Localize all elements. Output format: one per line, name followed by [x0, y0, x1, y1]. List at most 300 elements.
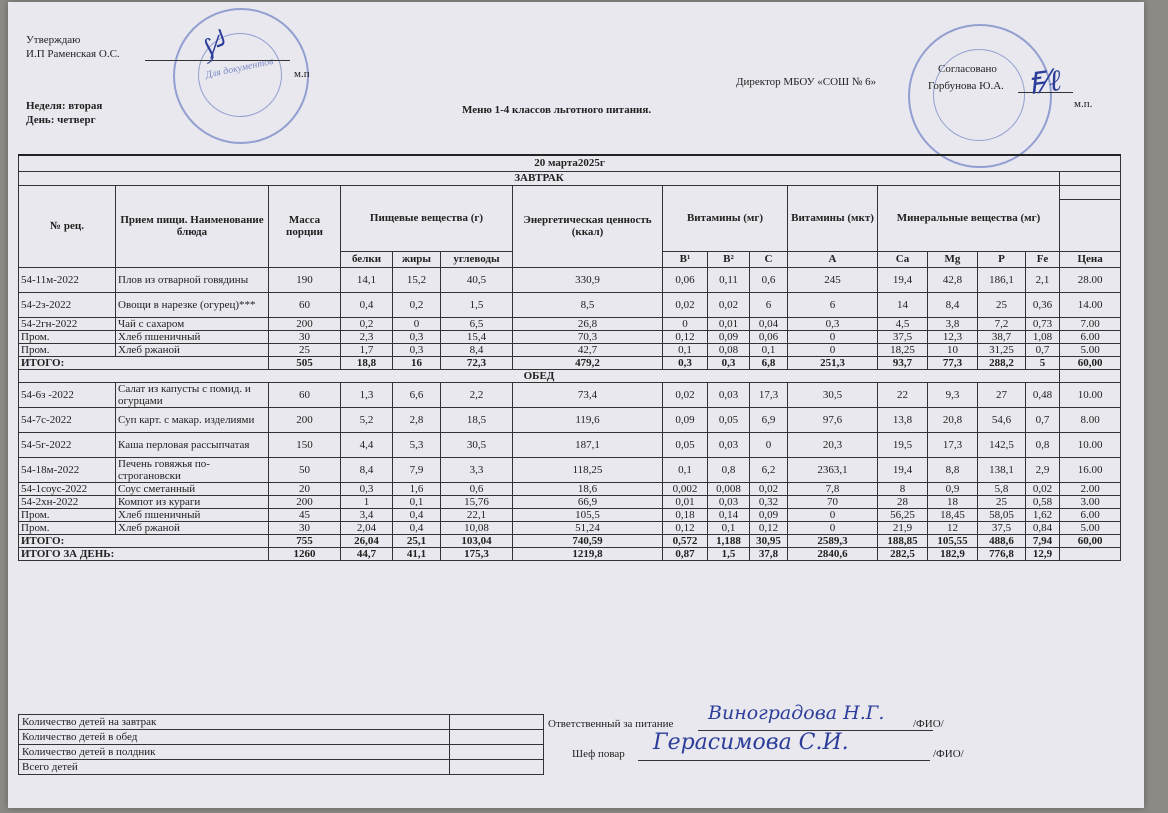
cell-ca: 13,8 [878, 407, 928, 432]
col-meal: Прием пищи. Наименование блюда [116, 185, 269, 267]
recipe-number: 54-6з -2022 [19, 382, 116, 407]
approver-name: И.П Раменская О.С. [26, 48, 120, 60]
cell-mass: 150 [269, 432, 341, 457]
cell-b2: 0,8 [708, 457, 750, 482]
col-fats: жиры [393, 251, 441, 267]
breakfast-label-pad [1060, 171, 1121, 185]
breakfast-total-row-label: ИТОГО: [19, 356, 269, 369]
fio-label-1: /ФИО/ [913, 718, 944, 730]
table-row [19, 382, 1121, 407]
breakfast-total-row-mass: 505 [269, 356, 341, 369]
breakfast-total-row-ca: 93,7 [878, 356, 928, 369]
cell-mass: 30 [269, 521, 341, 534]
cell-ca: 19,4 [878, 457, 928, 482]
recipe-number: 54-7с-2022 [19, 407, 116, 432]
day-total-row-b1: 0,87 [663, 547, 708, 560]
cell-b1: 0,05 [663, 432, 708, 457]
cell-b1: 0,01 [663, 495, 708, 508]
cell-price: 3.00 [1060, 495, 1121, 508]
cell-b1: 0,12 [663, 521, 708, 534]
breakfast-section-row [19, 171, 1121, 185]
count-row [19, 760, 544, 775]
cell-prot: 1,3 [341, 382, 393, 407]
cell-b2: 0,05 [708, 407, 750, 432]
lunch-section-row [19, 369, 1121, 382]
cell-c: 0,06 [750, 330, 788, 343]
day-total-row-a: 2840,6 [788, 547, 878, 560]
cell-mass: 60 [269, 292, 341, 317]
cell-fe: 0,48 [1026, 382, 1060, 407]
lunch-total-row [19, 534, 1121, 547]
cell-carb: 8,4 [441, 343, 513, 356]
cell-c: 0,02 [750, 482, 788, 495]
dish-name: Салат из капусты с помид. и огурцами [116, 382, 269, 407]
cell-fe: 0,8 [1026, 432, 1060, 457]
day-total-row-label: ИТОГО ЗА ДЕНЬ: [19, 547, 269, 560]
cell-p: 31,25 [978, 343, 1026, 356]
cell-prot: 1 [341, 495, 393, 508]
cell-b2: 0,1 [708, 521, 750, 534]
cell-ca: 19,5 [878, 432, 928, 457]
cell-ca: 18,25 [878, 343, 928, 356]
cell-price: 28.00 [1060, 267, 1121, 292]
cell-b1: 0,18 [663, 508, 708, 521]
cell-prot: 3,4 [341, 508, 393, 521]
cell-carb: 2,2 [441, 382, 513, 407]
cell-b2: 0,03 [708, 432, 750, 457]
col-ca: Ca [878, 251, 928, 267]
cell-energy: 70,3 [513, 330, 663, 343]
day-total-row-b2: 1,5 [708, 547, 750, 560]
cell-energy: 330,9 [513, 267, 663, 292]
cell-mg: 10 [928, 343, 978, 356]
cell-mg: 12,3 [928, 330, 978, 343]
cell-mass: 25 [269, 343, 341, 356]
cell-p: 138,1 [978, 457, 1026, 482]
cell-p: 7,2 [978, 317, 1026, 330]
cell-fe: 1,62 [1026, 508, 1060, 521]
cell-c: 17,3 [750, 382, 788, 407]
col-vit-mkg: Витамины (мкт) [788, 185, 878, 251]
cell-ca: 14 [878, 292, 928, 317]
cell-p: 142,5 [978, 432, 1026, 457]
cell-fat: 15,2 [393, 267, 441, 292]
recipe-number: Пром. [19, 330, 116, 343]
cell-prot: 2,3 [341, 330, 393, 343]
cell-b1: 0,1 [663, 457, 708, 482]
lunch-total-row-mg: 105,55 [928, 534, 978, 547]
cell-p: 25 [978, 495, 1026, 508]
table-header-row-1 [19, 185, 1121, 199]
table-row [19, 521, 1121, 534]
dish-name: Хлеб пшеничный [116, 330, 269, 343]
cell-price: 14.00 [1060, 292, 1121, 317]
cell-c: 0 [750, 432, 788, 457]
breakfast-total-row-c: 6,8 [750, 356, 788, 369]
cell-carb: 30,5 [441, 432, 513, 457]
count-row [19, 745, 544, 760]
cell-carb: 15,76 [441, 495, 513, 508]
cell-c: 0,6 [750, 267, 788, 292]
day-total-row-mass: 1260 [269, 547, 341, 560]
recipe-number: 54-5г-2022 [19, 432, 116, 457]
cell-energy: 105,5 [513, 508, 663, 521]
lunch-total-row-c: 30,95 [750, 534, 788, 547]
col-fe: Fe [1026, 251, 1060, 267]
chef-label: Шеф повар [572, 748, 625, 760]
count-label: Количество детей в полдник [19, 745, 450, 760]
cell-mg: 8,8 [928, 457, 978, 482]
dish-name: Суп карт. с макар. изделиями [116, 407, 269, 432]
day-total-row-price [1060, 547, 1121, 560]
cell-ca: 37,5 [878, 330, 928, 343]
cell-carb: 1,5 [441, 292, 513, 317]
cell-mg: 20,8 [928, 407, 978, 432]
cell-ca: 28 [878, 495, 928, 508]
cell-ca: 56,25 [878, 508, 928, 521]
dish-name: Каша перловая рассыпчатая [116, 432, 269, 457]
cell-energy: 187,1 [513, 432, 663, 457]
cell-a: 20,3 [788, 432, 878, 457]
recipe-number: 54-18м-2022 [19, 457, 116, 482]
cell-mg: 18 [928, 495, 978, 508]
cell-a: 0 [788, 330, 878, 343]
dish-name: Хлеб пшеничный [116, 508, 269, 521]
table-row [19, 508, 1121, 521]
day-total-row-mg: 182,9 [928, 547, 978, 560]
chef-signature: Герасимова С.И. [653, 730, 849, 755]
count-value [450, 760, 544, 775]
lunch-total-row-mass: 755 [269, 534, 341, 547]
cell-b2: 0,02 [708, 292, 750, 317]
cell-c: 0,04 [750, 317, 788, 330]
breakfast-total-row-b2: 0,3 [708, 356, 750, 369]
cell-price: 7.00 [1060, 317, 1121, 330]
cell-prot: 0,4 [341, 292, 393, 317]
menu-title: Меню 1-4 классов льготного питания. [462, 104, 652, 116]
cell-c: 0,1 [750, 343, 788, 356]
cell-mass: 190 [269, 267, 341, 292]
cell-b1: 0,1 [663, 343, 708, 356]
cell-carb: 3,3 [441, 457, 513, 482]
cell-a: 0 [788, 508, 878, 521]
cell-fat: 5,3 [393, 432, 441, 457]
cell-price: 8.00 [1060, 407, 1121, 432]
col-price-top [1060, 185, 1121, 199]
breakfast-total-row-prot: 18,8 [341, 356, 393, 369]
count-label: Количество детей в обед [19, 730, 450, 745]
cell-price: 6.00 [1060, 508, 1121, 521]
lunch-total-row-prot: 26,04 [341, 534, 393, 547]
cell-b2: 0,03 [708, 495, 750, 508]
agreed-label: Согласовано [938, 63, 997, 75]
cell-p: 38,7 [978, 330, 1026, 343]
cell-b2: 0,008 [708, 482, 750, 495]
table-row [19, 267, 1121, 292]
col-nutrients: Пищевые вещества (г) [341, 185, 513, 251]
day-total-row-c: 37,8 [750, 547, 788, 560]
dish-name: Компот из кураги [116, 495, 269, 508]
table-row [19, 317, 1121, 330]
fio-label-2: /ФИО/ [933, 748, 964, 760]
table-row [19, 495, 1121, 508]
count-row [19, 715, 544, 730]
cell-a: 245 [788, 267, 878, 292]
cell-fe: 2,1 [1026, 267, 1060, 292]
recipe-number: 54-2гн-2022 [19, 317, 116, 330]
cell-carb: 15,4 [441, 330, 513, 343]
responsible-label: Ответственный за питание [548, 718, 674, 730]
cell-prot: 4,4 [341, 432, 393, 457]
cell-carb: 40,5 [441, 267, 513, 292]
count-row [19, 730, 544, 745]
col-carbs: углеводы [441, 251, 513, 267]
cell-carb: 18,5 [441, 407, 513, 432]
cell-c: 6,2 [750, 457, 788, 482]
cell-mass: 50 [269, 457, 341, 482]
count-value [450, 730, 544, 745]
cell-b2: 0,08 [708, 343, 750, 356]
cell-energy: 118,25 [513, 457, 663, 482]
responsible-signature: Виноградова Н.Г. [708, 702, 885, 724]
dish-name: Печень говяжья по-строгановски [116, 457, 269, 482]
cell-b1: 0,12 [663, 330, 708, 343]
cell-fe: 0,73 [1026, 317, 1060, 330]
cell-price: 6.00 [1060, 330, 1121, 343]
approver-signature: ⟆⁄╯ [198, 27, 238, 67]
table-row [19, 330, 1121, 343]
cell-ca: 21,9 [878, 521, 928, 534]
cell-fe: 2,9 [1026, 457, 1060, 482]
cell-prot: 14,1 [341, 267, 393, 292]
cell-a: 2363,1 [788, 457, 878, 482]
cell-fat: 7,9 [393, 457, 441, 482]
cell-mg: 17,3 [928, 432, 978, 457]
day-total-row-prot: 44,7 [341, 547, 393, 560]
cell-p: 186,1 [978, 267, 1026, 292]
recipe-number: 54-1соус-2022 [19, 482, 116, 495]
cell-energy: 26,8 [513, 317, 663, 330]
cell-fat: 0,1 [393, 495, 441, 508]
cell-fat: 0,3 [393, 343, 441, 356]
children-count-table [18, 714, 544, 775]
cell-fe: 1,08 [1026, 330, 1060, 343]
breakfast-total-row-price: 60,00 [1060, 356, 1121, 369]
cell-fat: 0,4 [393, 521, 441, 534]
lunch-total-row-fe: 7,94 [1026, 534, 1060, 547]
breakfast-total-row-a: 251,3 [788, 356, 878, 369]
cell-b1: 0,002 [663, 482, 708, 495]
cell-price: 10.00 [1060, 432, 1121, 457]
dish-name: Чай с сахаром [116, 317, 269, 330]
recipe-number: 54-2хн-2022 [19, 495, 116, 508]
cell-ca: 4,5 [878, 317, 928, 330]
cell-b2: 0,11 [708, 267, 750, 292]
cell-prot: 2,04 [341, 521, 393, 534]
cell-carb: 10,08 [441, 521, 513, 534]
lunch-total-row-ca: 188,85 [878, 534, 928, 547]
breakfast-total-row-p: 288,2 [978, 356, 1026, 369]
cell-prot: 5,2 [341, 407, 393, 432]
cell-price: 16.00 [1060, 457, 1121, 482]
cell-c: 6 [750, 292, 788, 317]
cell-fat: 1,6 [393, 482, 441, 495]
cell-b1: 0,09 [663, 407, 708, 432]
cell-p: 27 [978, 382, 1026, 407]
mp-right: м.п. [1074, 98, 1093, 110]
lunch-total-row-fat: 25,1 [393, 534, 441, 547]
breakfast-total-row-carb: 72,3 [441, 356, 513, 369]
col-b2: B² [708, 251, 750, 267]
dish-name: Соус сметанный [116, 482, 269, 495]
count-value [450, 715, 544, 730]
cell-p: 37,5 [978, 521, 1026, 534]
table-row [19, 432, 1121, 457]
lunch-label-pad [1060, 369, 1121, 382]
lunch-total-row-price: 60,00 [1060, 534, 1121, 547]
cell-prot: 1,7 [341, 343, 393, 356]
lunch-total-row-p: 488,6 [978, 534, 1026, 547]
cell-ca: 8 [878, 482, 928, 495]
week-label: Неделя: вторая [26, 100, 103, 112]
recipe-number: Пром. [19, 521, 116, 534]
breakfast-total-row-fat: 16 [393, 356, 441, 369]
cell-prot: 8,4 [341, 457, 393, 482]
table-row [19, 292, 1121, 317]
cell-c: 0,32 [750, 495, 788, 508]
col-vit-mg: Витамины (мг) [663, 185, 788, 251]
table-row [19, 343, 1121, 356]
director-signature: Ꞙ⁄ℓ [1026, 62, 1064, 103]
cell-energy: 8,5 [513, 292, 663, 317]
cell-mass: 200 [269, 317, 341, 330]
cell-mass: 200 [269, 495, 341, 508]
cell-price: 10.00 [1060, 382, 1121, 407]
count-label: Всего детей [19, 760, 450, 775]
cell-c: 0,12 [750, 521, 788, 534]
cell-mass: 30 [269, 330, 341, 343]
cell-fat: 0 [393, 317, 441, 330]
cell-b1: 0 [663, 317, 708, 330]
cell-fat: 0,3 [393, 330, 441, 343]
cell-mg: 0,9 [928, 482, 978, 495]
cell-mg: 12 [928, 521, 978, 534]
col-mg: Mg [928, 251, 978, 267]
col-c: C [750, 251, 788, 267]
cell-c: 6,9 [750, 407, 788, 432]
cell-b2: 0,14 [708, 508, 750, 521]
cell-energy: 42,7 [513, 343, 663, 356]
col-price: Цена [1060, 251, 1121, 267]
cell-fe: 0,36 [1026, 292, 1060, 317]
breakfast-total-row-fe: 5 [1026, 356, 1060, 369]
cell-fe: 0,7 [1026, 407, 1060, 432]
menu-document [8, 2, 1144, 808]
cell-mg: 8,4 [928, 292, 978, 317]
dish-name: Хлеб ржаной [116, 343, 269, 356]
col-energy: Энергетическая ценность (ккал) [513, 185, 663, 267]
date-row [19, 155, 1121, 171]
cell-fe: 0,58 [1026, 495, 1060, 508]
cell-a: 0 [788, 343, 878, 356]
lunch-total-row-a: 2589,3 [788, 534, 878, 547]
table-row [19, 482, 1121, 495]
recipe-number: Пром. [19, 508, 116, 521]
day-total-row-p: 776,8 [978, 547, 1026, 560]
cell-p: 58,05 [978, 508, 1026, 521]
cell-energy: 18,6 [513, 482, 663, 495]
cell-price: 2.00 [1060, 482, 1121, 495]
cell-a: 0 [788, 521, 878, 534]
approve-label: Утверждаю [26, 34, 81, 46]
cell-mass: 20 [269, 482, 341, 495]
cell-mass: 200 [269, 407, 341, 432]
lunch-total-row-label: ИТОГО: [19, 534, 269, 547]
cell-b1: 0,02 [663, 382, 708, 407]
cell-fat: 2,8 [393, 407, 441, 432]
col-minerals: Минеральные вещества (мг) [878, 185, 1060, 251]
cell-fat: 6,6 [393, 382, 441, 407]
dish-name: Хлеб ржаной [116, 521, 269, 534]
count-label: Количество детей на завтрак [19, 715, 450, 730]
cell-fat: 0,4 [393, 508, 441, 521]
table-row [19, 457, 1121, 482]
day-label: День: четверг [26, 114, 96, 126]
breakfast-total-row-b1: 0,3 [663, 356, 708, 369]
dish-name: Овощи в нарезке (огурец)*** [116, 292, 269, 317]
mp-left: м.п [294, 68, 310, 80]
cell-ca: 19,4 [878, 267, 928, 292]
cell-mg: 3,8 [928, 317, 978, 330]
col-p: P [978, 251, 1026, 267]
cell-fat: 0,2 [393, 292, 441, 317]
cell-fe: 0,84 [1026, 521, 1060, 534]
director-title: Директор МБОУ «СОШ № 6» [736, 76, 877, 88]
recipe-number: 54-11м-2022 [19, 267, 116, 292]
cell-p: 54,6 [978, 407, 1026, 432]
count-value [450, 745, 544, 760]
day-total-row-fe: 12,9 [1026, 547, 1060, 560]
day-total-row-ca: 282,5 [878, 547, 928, 560]
col-proteins: белки [341, 251, 393, 267]
cell-a: 30,5 [788, 382, 878, 407]
cell-price: 5.00 [1060, 343, 1121, 356]
cell-energy: 119,6 [513, 407, 663, 432]
cell-b2: 0,09 [708, 330, 750, 343]
cell-ca: 22 [878, 382, 928, 407]
cell-a: 97,6 [788, 407, 878, 432]
cell-c: 0,09 [750, 508, 788, 521]
cell-carb: 6,5 [441, 317, 513, 330]
cell-a: 6 [788, 292, 878, 317]
breakfast-total-row-mg: 77,3 [928, 356, 978, 369]
col-price-mid [1060, 199, 1121, 251]
cell-fe: 0,02 [1026, 482, 1060, 495]
breakfast-total-row-energy: 479,2 [513, 356, 663, 369]
col-a: A [788, 251, 878, 267]
cell-mg: 42,8 [928, 267, 978, 292]
day-total-row-carb: 175,3 [441, 547, 513, 560]
breakfast-total-row [19, 356, 1121, 369]
cell-a: 70 [788, 495, 878, 508]
director-name: Горбунова Ю.А. [928, 80, 1004, 92]
cell-energy: 66,9 [513, 495, 663, 508]
stamp-left-text: Для документов [204, 55, 275, 82]
cell-energy: 73,4 [513, 382, 663, 407]
recipe-number: Пром. [19, 343, 116, 356]
cell-carb: 0,6 [441, 482, 513, 495]
cell-b2: 0,01 [708, 317, 750, 330]
